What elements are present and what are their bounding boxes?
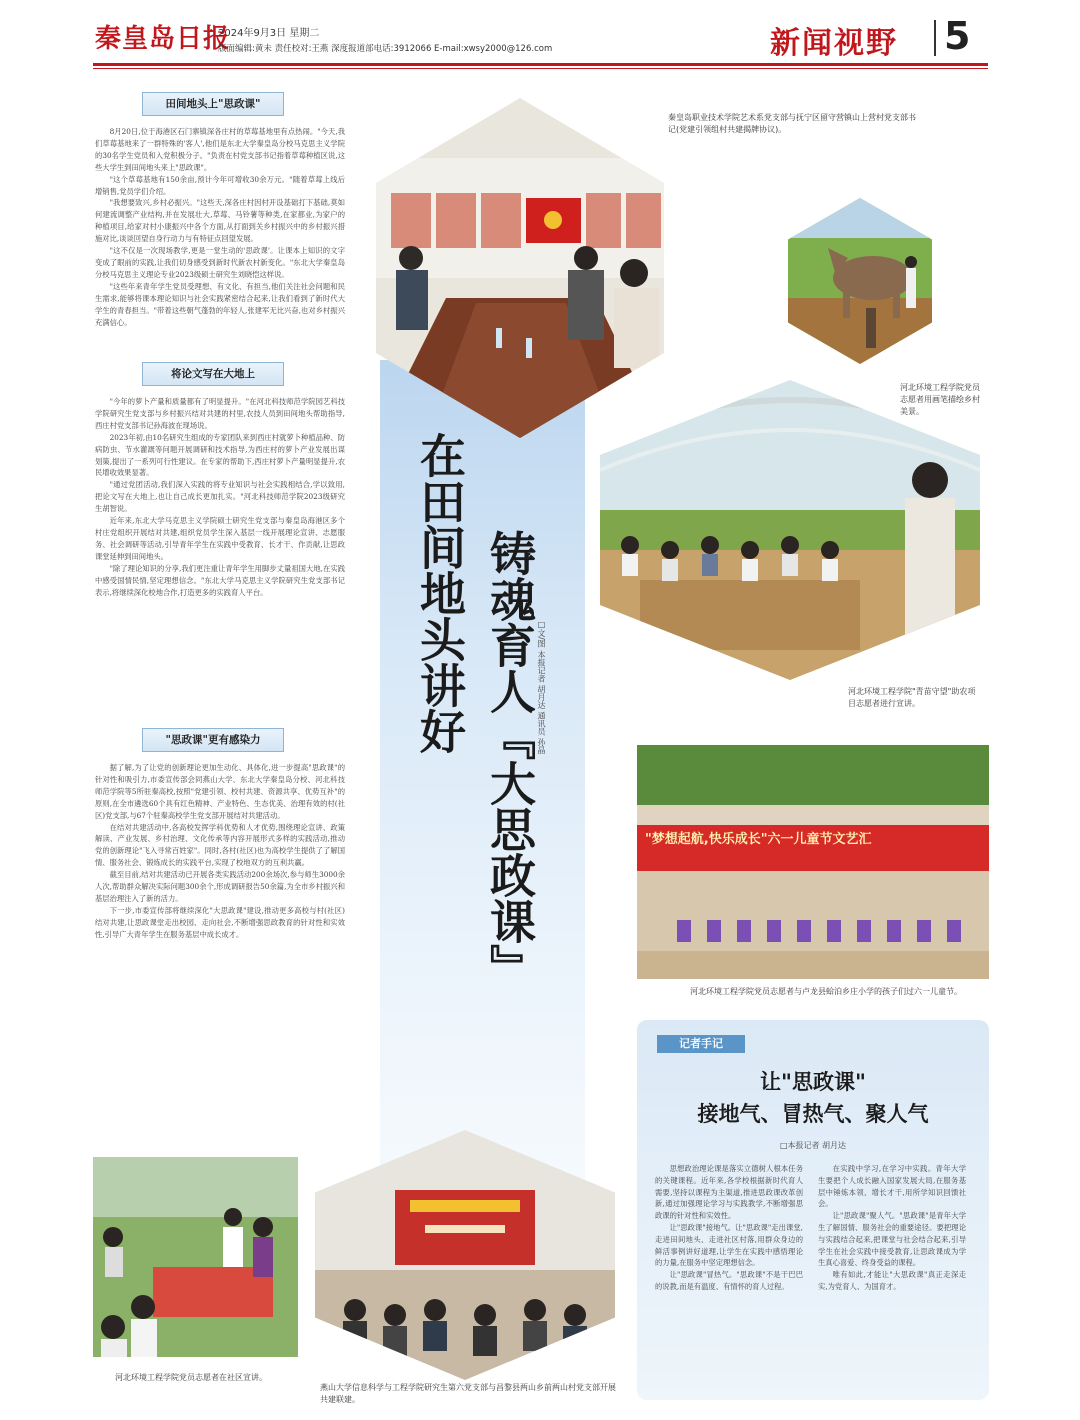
headline-main: 在田间地头讲好 [413, 432, 467, 754]
paragraph: "除了理论知识的分享,我们更注重让青年学生用脚步丈量祖国大地,在实践中感受国情民情,坚定理想信念。"东北大学马克思主义学院研究生党支部书记表示,将继续深化校地合作,打造更多的实践育人平台。 [95, 563, 345, 597]
paragraph: 截至目前,结对共建活动已开展各类实践活动200余场次,参与师生3000余人次,帮助群众解决实际问题300余个,形成调研报告50余篇,为全市乡村振兴和基层治理注入了新的活力。 [95, 870, 345, 903]
note-column-1 [655, 1163, 803, 1388]
subhead-field: 田间地头上"思政课" [142, 92, 284, 116]
paragraph: 近年来,东北大学马克思主义学院硕士研究生党支部与秦皇岛海港区多个村庄党组织开展结对共建,组织党员学生深入基层一线开展理论宣讲、志愿服务、社会调研等活动,引导青年学生在实践中受教育、长才干、作贡献,让思政课堂延伸到田间地头。 [95, 516, 345, 561]
paragraph: "这不仅是一次现场教学,更是一堂生动的'思政课'。让课本上知识的文字变成了眼前的实践,让我们切身感受到新时代新农村新变化。"东北大学秦皇岛分校马克思主义理论专业2023级硕士研究生刘晓恺这样说。 [95, 246, 345, 279]
kids-photo [93, 1157, 298, 1357]
paragraph: 下一步,市委宣传部将继续深化"大思政课"建设,推动更多高校与村(社区)结对共建,让思政课堂走出校园、走向社会,不断增强思政教育的针对性和实效性,引导广大青年学生在服务基层中成长成才。 [95, 905, 345, 939]
sculpture-photo [788, 198, 932, 364]
section-title: 新闻视野 [770, 26, 898, 61]
sculpture-caption: 河北环境工程学院党员志愿者用画笔描绘乡村美景。 [900, 383, 980, 416]
paragraph: 在实践中学习,在学习中实践。青年大学生要把个人成长融入国家发展大局,在服务基层中锤炼本领、增长才干,用所学知识回馈社会。 [818, 1164, 966, 1209]
meeting-caption: 秦皇岛职业技术学院艺术系党支部与抚宁区留守营镇山上营村党支部书记(党建引领组村共建揭牌协议)。 [668, 113, 916, 134]
paragraph: 让"思政课"聚人气。"思政课"是青年大学生了解国情、服务社会的重要途径。要把理论与实践结合起来,把课堂与社会结合起来,引导学生在社会实践中接受教育,让思政课成为学生真心喜爱、终身受益的课程。 [818, 1211, 966, 1268]
paragraph: 唯有如此,才能让"大思政课"真正走深走实,为党育人、为国育才。 [818, 1270, 966, 1291]
paragraph: 思想政治理论课是落实立德树人根本任务的关键课程。近年来,各学校根据新时代育人需要,坚持以课程为主渠道,推进思政课改革创新,通过加强理论学习与实践教学,不断增强思政课的针对性和实效性。 [655, 1164, 803, 1221]
festival-photo [637, 745, 989, 979]
paragraph: 2023年初,由10名研究生组成的专家团队来到西庄村就萝卜种植品种、防病防虫、节水灌溉等问题开展调研和技术指导,为西庄村的萝卜产业发展出谋划策,提出了一系列可行性建议。在专家的帮助下,西庄村萝卜产量明显提升,农民增收效果显著。 [95, 432, 345, 478]
paragraph: "今年的萝卜产量和质量都有了明显提升。"在河北科技师范学院园艺科技学院研究生党支部与乡村振兴结对共建的村里,农技人员到田间地头帮助指导,西庄村党支部书记孙海波在现场说。 [95, 397, 345, 430]
festival-caption: 河北环境工程学院党员志愿者与卢龙县蛤泊乡庄小学的孩子们过六一儿童节。 [690, 987, 962, 996]
lecture-caption: 燕山大学信息科学与工程学院研究生第六党支部与昌黎县两山乡前两山村党支部开展共建联建。 [320, 1383, 616, 1404]
article-section-1 [95, 126, 345, 356]
paragraph: "通过党团活动,我们深入实践的将专业知识与社会实践相结合,学以致用,把论文写在大地上,也让自己成长更加扎实。"河北科技师范学院2023级研究生胡智说。 [95, 480, 345, 514]
header-rule [93, 63, 988, 66]
note-title-line1: 让"思政课" [760, 1069, 866, 1094]
paragraph: 据了解,为了让党的创新理论更加生动化、具体化,进一步提高"思政课"的针对性和吸引力,市委宣传部会同燕山大学、东北大学秦皇岛分校、河北科技师范学院等5所驻秦高校,按照"党建引领、校村共建、资源共享、优势互补"的原则,在全市遴选60个具有红色精神、产业特色、生态优美、治理有效的村(社区)党支部,与67个驻秦高校学生党支部开展结对共建活动。 [95, 763, 345, 820]
headline-sub: 铸魂育人『大思政课』 [483, 530, 537, 990]
issue-date: 2024年9月3日 星期二 [218, 28, 320, 39]
paragraph: 让"思政课"接地气。让"思政课"走出课堂,走进田间地头、走进社区村落,用群众身边的鲜活事例讲好道理,让学生在实践中感悟理论的力量,在服务中坚定理想信念。 [655, 1222, 803, 1268]
greenhouse-photo [600, 380, 980, 680]
note-column-2 [818, 1163, 966, 1388]
article-section-3 [95, 762, 345, 1122]
headline-byline: □文/图 本报记者 胡月达 通讯员 孙晶 [537, 620, 546, 754]
kids-caption: 河北环境工程学院党员志愿者在社区宣讲。 [115, 1373, 267, 1382]
title-divider [934, 20, 936, 56]
festival-banner-text: "梦想起航,快乐成长"六一儿童节文艺汇 [645, 832, 872, 847]
subhead-appeal: "思政课"更有感染力 [142, 728, 284, 752]
paragraph: 在结对共建活动中,各高校发挥学科优势和人才优势,围绕理论宣讲、政策解读、产业发展、乡村治理、文化传承等内容开展形式多样的实践活动,推动党的创新理论"飞入寻常百姓家"。同时,各村(社区)也为高校学生提供了了解国情、服务社会、锻炼成长的实践平台,实现了校地双方的互利共赢。 [95, 822, 345, 868]
newspaper-logo: 秦皇岛日报 [95, 24, 231, 54]
note-title-line2: 接地气、冒热气、聚人气 [697, 1101, 929, 1126]
article-section-2 [95, 396, 345, 714]
header-rule-thin [93, 68, 988, 69]
paragraph: "这些年来青年学生党员受理想、有文化、有担当,他们关注社会问题和民生需求,能够将课本理论知识与社会实践紧密结合起来,让我们看到了新时代大学生的青春担当。"带着这些朝气蓬勃的年轻人,张建军无比兴奋,也对乡村振兴充满信心。 [95, 281, 345, 327]
note-tag: 记者手记 [657, 1035, 745, 1053]
note-byline: □本报记者 胡月达 [779, 1141, 847, 1150]
greenhouse-caption: 河北环境工程学院"青苗守望"助农项目志愿者进行宣讲。 [848, 687, 976, 708]
subhead-earth: 将论文写在大地上 [142, 362, 284, 386]
paragraph: 8月20日,位于海港区石门寨镇深各庄村的草莓基地里有点热闹。"今天,我们草莓基地来了一群特殊的'客人',他们是东北大学秦皇岛分校马克思主义学院的30名学生党员和入党积极分子。"负责在村党支部书记指着草莓种植区说,这些大学生到田间地头来上"思政课"。 [95, 127, 345, 172]
editor-credits: 版面编辑:黄未 责任校对:王燕 深度报道部电话:3912066 E-mail:xwsy2000@126.com [218, 44, 553, 54]
page-number: 5 [944, 14, 971, 58]
paragraph: "我想要致兴,乡村必振兴。"这些天,深各庄村因村开设基础打下基础,莫如何建流调整产业结构,并在发展壮大,草莓、马铃薯等种类,在家都业,为家户的种植项目,给家对村小康振兴中各个方面,从打面到关乡村振兴中的乡村振兴措施对比,谈谈回望自身行动力与有特征点回望发展。 [95, 198, 345, 244]
paragraph: "这个草莓基地有150余亩,预计今年可增收30余万元。"随着草莓上线后增销售,党员学们介绍。 [95, 174, 345, 196]
paragraph: 让"思政课"冒热气。"思政课"不是干巴巴的说教,而是有温度、有情怀的育人过程。 [655, 1270, 803, 1291]
